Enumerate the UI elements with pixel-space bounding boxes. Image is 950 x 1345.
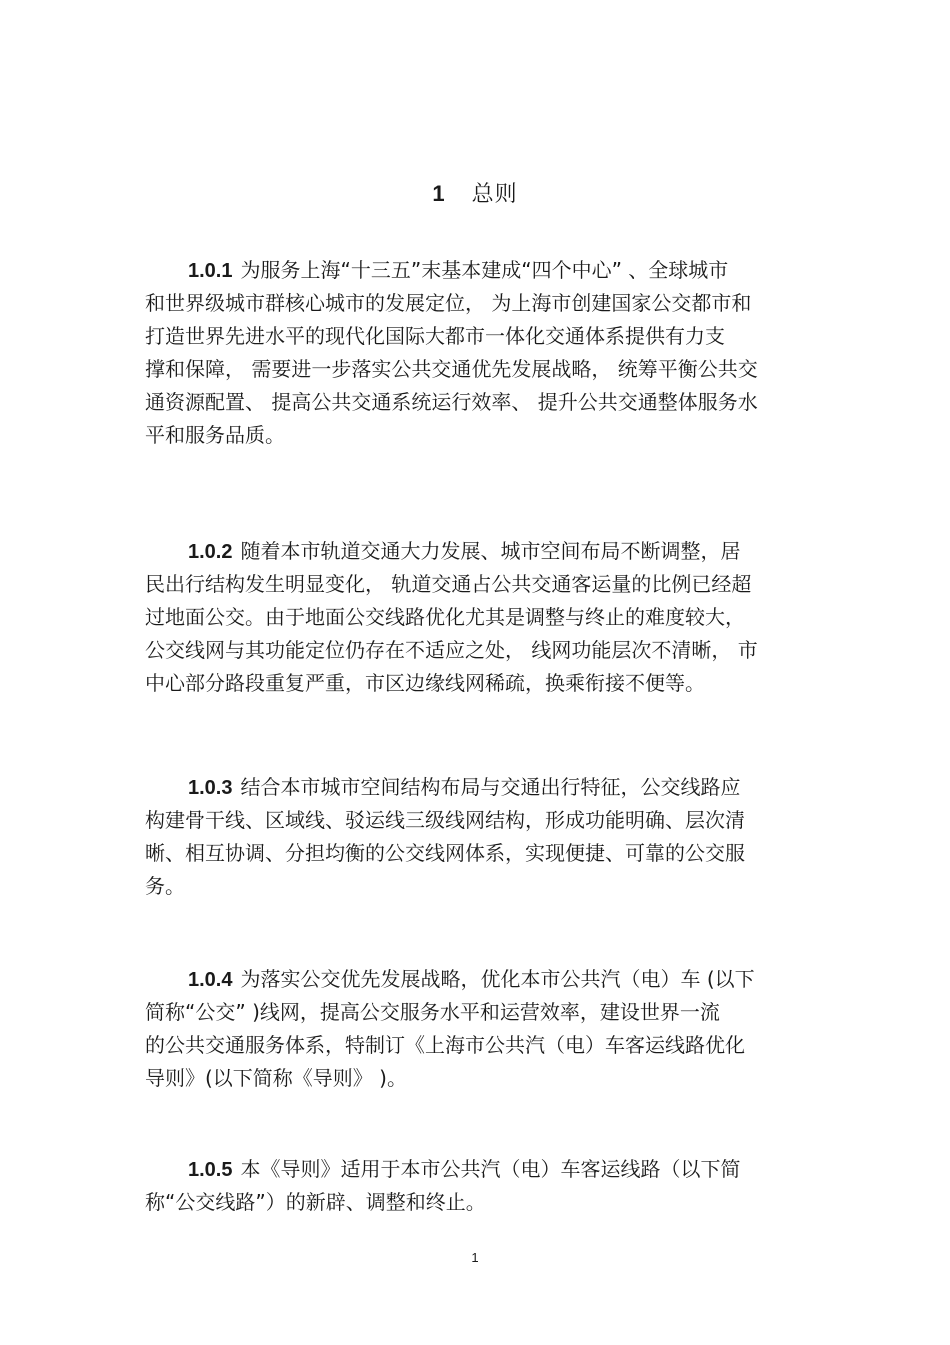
clause-line: 和世界级城市群核心城市的发展定位， 为上海市创建国家公交都市和 [145, 291, 752, 315]
clause-1-0-5 [145, 1153, 815, 1219]
clause-line: 导则》(以下简称《导则》 )。 [145, 1066, 407, 1090]
clause-line: 构建骨干线、区域线、驳运线三级线网结构，形成功能明确、层次清 [145, 808, 745, 832]
clause-line [145, 254, 815, 287]
clause-line: 民出行结构发生明显变化， 轨道交通占公共交通客运量的比例已经超 [145, 572, 752, 596]
clause-line: 打造世界先进水平的现代化国际大都市一体化交通体系提供有力支 [145, 324, 725, 348]
clause-text: 为落实公交优先发展战略，优化本市公共汽（电）车 (以下 [240, 967, 755, 991]
clause-text: 本《导则》适用于本市公共汽（电）车客运线路（以下简 [240, 1157, 741, 1181]
clause-line: 称“公交线路”）的新辟、调整和终止。 [145, 1190, 486, 1214]
clause-number: 1.0.3 [188, 777, 233, 799]
clause-line: 通资源配置、 提高公共交通系统运行效率、 提升公共交通整体服务水 [145, 390, 758, 414]
clause-line: 晰、相互协调、分担均衡的公交线网体系，实现便捷、可靠的公交服 [145, 841, 745, 865]
clause-line: 公交线网与其功能定位仍存在不适应之处， 线网功能层次不清晰， 市 [145, 638, 758, 662]
clause-line: 简称“公交” )线网，提高公交服务水平和运营效率，建设世界一流 [145, 1000, 720, 1024]
clause-text: 为服务上海“十三五”末基本建成“四个中心” 、全球城市 [240, 258, 729, 282]
clause-number: 1.0.2 [188, 541, 233, 563]
chapter-title-text: 总则 [471, 182, 518, 207]
clause-line: 的公共交通服务体系，特制订《上海市公共汽（电）车客运线路优化 [145, 1033, 745, 1057]
clause-line [145, 771, 815, 804]
clause-line: 过地面公交。由于地面公交线路优化尤其是调整与终止的难度较大， [145, 605, 745, 629]
clause-text: 随着本市轨道交通大力发展、城市空间布局不断调整，居 [240, 539, 741, 563]
chapter-title [0, 178, 950, 211]
clause-text: 结合本市城市空间结构布局与交通出行特征，公交线路应 [240, 775, 741, 799]
clause-line [145, 1153, 815, 1186]
clause-number: 1.0.4 [188, 969, 233, 991]
clause-line: 务。 [145, 874, 185, 898]
clause-1-0-2 [145, 535, 815, 700]
clause-line [145, 535, 815, 568]
clause-1-0-3 [145, 771, 815, 903]
clause-line: 撑和保障， 需要进一步落实公共交通优先发展战略， 统筹平衡公共交 [145, 357, 758, 381]
chapter-number: 1 [432, 181, 446, 206]
clause-line: 平和服务品质。 [145, 423, 285, 447]
clause-1-0-1 [145, 254, 815, 452]
clause-number: 1.0.5 [188, 1159, 233, 1181]
page-number: 1 [471, 1250, 479, 1265]
clause-1-0-4 [145, 963, 815, 1095]
clause-line: 中心部分路段重复严重，市区边缘线网稀疏，换乘衔接不便等。 [145, 671, 705, 695]
clause-number: 1.0.1 [188, 260, 233, 282]
clause-line [145, 963, 815, 996]
